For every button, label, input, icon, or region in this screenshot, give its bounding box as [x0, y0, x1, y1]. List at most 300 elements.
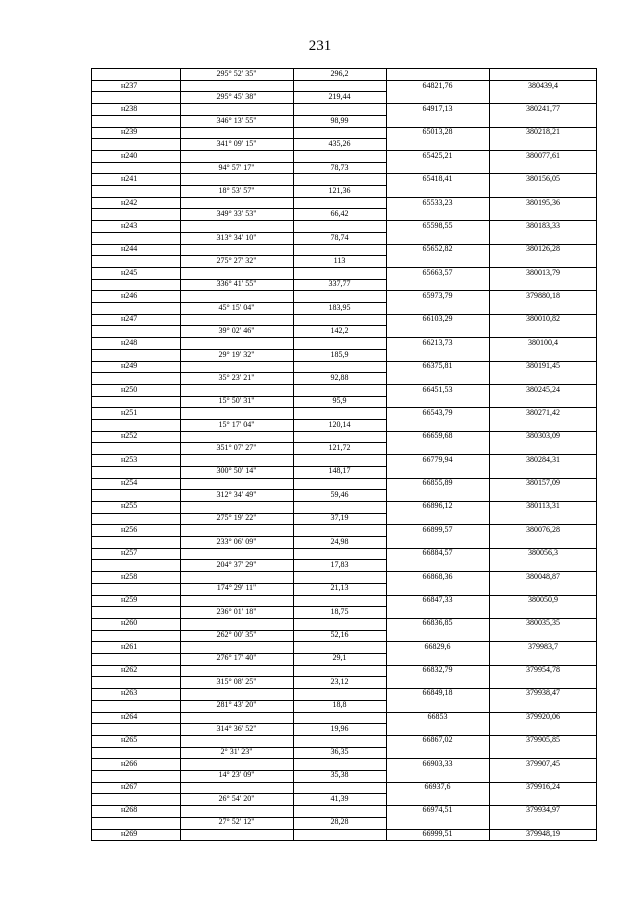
- row-divider: [91, 653, 386, 654]
- length-cell: [293, 594, 386, 606]
- y-coordinate-cell: 380076,28: [526, 524, 560, 534]
- point-cell: н264: [121, 711, 138, 721]
- x-coordinate-cell: [386, 723, 489, 735]
- angle-cell: 39° 02' 46": [218, 326, 255, 336]
- y-coordinate-cell: [489, 68, 597, 80]
- angle-cell: 351° 07' 27": [216, 443, 257, 452]
- table-row: [91, 500, 597, 512]
- table-row: [91, 465, 597, 477]
- table-row: [91, 150, 597, 162]
- point-cell: [91, 723, 180, 735]
- row-divider: [91, 80, 597, 81]
- row-divider: [91, 466, 386, 467]
- length-cell: [293, 547, 386, 559]
- length-cell: 98,99: [330, 115, 349, 125]
- point-cell: [91, 676, 180, 688]
- y-coordinate-cell: [489, 232, 597, 244]
- table-row: [91, 571, 597, 583]
- x-coordinate-cell: [386, 232, 489, 244]
- table-row: [91, 325, 597, 337]
- length-cell: 435,26: [328, 139, 351, 149]
- angle-cell: [180, 524, 293, 536]
- point-cell: н243: [121, 220, 138, 230]
- table-row: [91, 582, 597, 594]
- row-divider: [91, 162, 386, 163]
- length-cell: [293, 384, 386, 396]
- x-coordinate-cell: 65663,57: [422, 267, 453, 277]
- angle-cell: 2° 31' 23": [220, 746, 253, 756]
- angle-cell: [180, 430, 293, 442]
- table-row: [91, 302, 597, 314]
- x-coordinate-cell: [386, 302, 489, 314]
- row-divider: [91, 279, 386, 280]
- x-coordinate-cell: 66855,89: [422, 478, 453, 488]
- y-coordinate-cell: 379938,47: [526, 688, 560, 698]
- y-coordinate-cell: 380113,31: [526, 501, 560, 511]
- x-coordinate-cell: 65973,79: [422, 291, 453, 301]
- length-cell: [293, 641, 386, 653]
- point-cell: [91, 746, 180, 758]
- length-cell: 95,9: [332, 396, 347, 406]
- table-row: [91, 138, 597, 150]
- y-coordinate-cell: 379905,85: [526, 735, 560, 745]
- x-coordinate-cell: 66832,79: [422, 665, 453, 675]
- length-cell: 78,74: [330, 232, 349, 242]
- table-row: [91, 699, 597, 711]
- row-divider: [91, 127, 597, 128]
- length-cell: [293, 781, 386, 793]
- table-row: [91, 641, 597, 653]
- table-row: [91, 454, 597, 466]
- point-cell: [91, 278, 180, 290]
- point-cell: н254: [121, 478, 138, 488]
- row-divider: [91, 185, 386, 186]
- y-coordinate-cell: [489, 652, 597, 664]
- table-row: [91, 734, 597, 746]
- table-row: [91, 115, 597, 127]
- x-coordinate-cell: [386, 68, 489, 80]
- table-row: [91, 559, 597, 571]
- row-divider: [91, 442, 386, 443]
- angle-cell: 314° 36' 52": [216, 723, 257, 733]
- row-divider: [91, 302, 386, 303]
- x-coordinate-cell: [386, 629, 489, 641]
- angle-cell: [180, 571, 293, 583]
- row-divider: [91, 337, 597, 338]
- table-row: [91, 781, 597, 793]
- x-coordinate-cell: [386, 582, 489, 594]
- row-divider: [91, 700, 386, 701]
- row-divider: [91, 641, 597, 642]
- point-cell: н238: [121, 104, 138, 114]
- x-coordinate-cell: [386, 442, 489, 454]
- y-coordinate-cell: [489, 302, 597, 314]
- point-cell: [91, 162, 180, 174]
- angle-cell: 174° 29' 11": [216, 583, 257, 593]
- point-cell: н261: [121, 641, 138, 651]
- y-coordinate-cell: 379880,18: [526, 291, 560, 301]
- length-cell: 219,44: [328, 92, 351, 102]
- x-coordinate-cell: 66853: [427, 711, 448, 721]
- row-divider: [91, 173, 597, 174]
- y-coordinate-cell: 379934,97: [526, 805, 560, 815]
- y-coordinate-cell: 379983,7: [528, 641, 558, 651]
- angle-cell: [180, 197, 293, 209]
- y-coordinate-cell: [489, 185, 597, 197]
- y-coordinate-cell: 380439,4: [528, 80, 558, 90]
- table-row: [91, 68, 597, 80]
- length-cell: [293, 571, 386, 583]
- angle-cell: [180, 477, 293, 489]
- length-cell: 21,13: [330, 583, 349, 593]
- length-cell: [293, 220, 386, 232]
- length-cell: 121,36: [328, 185, 351, 195]
- x-coordinate-cell: [386, 465, 489, 477]
- length-cell: 37,19: [330, 513, 349, 523]
- angle-cell: [180, 103, 293, 115]
- row-divider: [91, 431, 597, 432]
- point-cell: [91, 559, 180, 571]
- table-row: [91, 360, 597, 372]
- table-row: [91, 746, 597, 758]
- row-divider: [91, 91, 386, 92]
- row-divider: [91, 513, 386, 514]
- y-coordinate-cell: [489, 629, 597, 641]
- length-cell: [293, 313, 386, 325]
- point-cell: [91, 489, 180, 501]
- table-row: [91, 243, 597, 255]
- length-cell: 59,46: [330, 489, 349, 499]
- y-coordinate-cell: [489, 115, 597, 127]
- angle-cell: [180, 664, 293, 676]
- y-coordinate-cell: [489, 349, 597, 361]
- angle-cell: [180, 173, 293, 185]
- angle-cell: [180, 641, 293, 653]
- length-cell: [293, 711, 386, 723]
- length-cell: [293, 173, 386, 185]
- x-coordinate-cell: [386, 372, 489, 384]
- table-row: [91, 676, 597, 688]
- angle-cell: [180, 80, 293, 92]
- y-coordinate-cell: [489, 699, 597, 711]
- point-cell: [91, 372, 180, 384]
- x-coordinate-cell: [386, 115, 489, 127]
- point-cell: [91, 606, 180, 618]
- row-divider: [91, 197, 597, 198]
- angle-cell: [180, 687, 293, 699]
- angle-cell: [180, 267, 293, 279]
- x-coordinate-cell: [386, 419, 489, 431]
- x-coordinate-cell: 65533,23: [422, 197, 453, 207]
- point-cell: [91, 419, 180, 431]
- row-divider: [91, 478, 597, 479]
- row-divider: [91, 419, 386, 420]
- y-coordinate-cell: 380013,79: [526, 267, 560, 277]
- x-coordinate-cell: 65652,82: [422, 244, 453, 254]
- angle-cell: 45° 15' 04": [218, 302, 255, 312]
- length-cell: [293, 477, 386, 489]
- row-divider: [91, 840, 597, 841]
- point-cell: н250: [121, 384, 138, 394]
- point-cell: н259: [121, 594, 138, 604]
- angle-cell: 35° 23' 21": [218, 372, 255, 382]
- table-row: [91, 723, 597, 735]
- row-divider: [91, 220, 597, 221]
- point-cell: н240: [121, 150, 138, 160]
- row-divider: [91, 150, 597, 151]
- table-row: [91, 278, 597, 290]
- table-row: [91, 442, 597, 454]
- row-divider: [91, 665, 597, 666]
- row-divider: [91, 524, 597, 525]
- table-row: [91, 606, 597, 618]
- row-divider: [91, 536, 386, 537]
- point-cell: н260: [121, 618, 138, 628]
- point-cell: н257: [121, 548, 138, 558]
- point-cell: н249: [121, 361, 138, 371]
- length-cell: 18,75: [330, 606, 349, 616]
- y-coordinate-cell: [489, 676, 597, 688]
- table-row: [91, 162, 597, 174]
- x-coordinate-cell: [386, 699, 489, 711]
- x-coordinate-cell: [386, 325, 489, 337]
- x-coordinate-cell: [386, 676, 489, 688]
- angle-cell: 275° 27' 32": [216, 256, 257, 265]
- row-divider: [91, 548, 597, 549]
- y-coordinate-cell: 380191,45: [526, 361, 560, 371]
- row-divider: [91, 583, 386, 584]
- x-coordinate-cell: [386, 208, 489, 220]
- length-cell: [293, 243, 386, 255]
- angle-cell: 26° 54' 20": [218, 793, 255, 803]
- point-cell: н251: [121, 407, 138, 417]
- table-row: [91, 185, 597, 197]
- x-coordinate-cell: [386, 816, 489, 828]
- y-coordinate-cell: [489, 419, 597, 431]
- point-cell: [91, 512, 180, 524]
- point-cell: н256: [121, 524, 138, 534]
- length-cell: 17,83: [330, 559, 349, 569]
- angle-cell: 336° 41' 55": [216, 279, 257, 289]
- y-coordinate-cell: 380183,33: [526, 220, 560, 230]
- x-coordinate-cell: [386, 349, 489, 361]
- length-cell: [293, 734, 386, 746]
- y-coordinate-cell: 379916,24: [526, 781, 560, 791]
- row-divider: [91, 559, 386, 560]
- x-coordinate-cell: 66896,12: [422, 501, 453, 511]
- point-cell: [91, 115, 180, 127]
- length-cell: [293, 500, 386, 512]
- row-divider: [91, 817, 386, 818]
- point-cell: [91, 652, 180, 664]
- point-cell: [91, 349, 180, 361]
- point-cell: [91, 91, 180, 103]
- table-row: [91, 232, 597, 244]
- angle-cell: 204° 37' 29": [216, 559, 257, 569]
- row-divider: [91, 407, 597, 408]
- point-cell: н241: [121, 174, 138, 184]
- row-divider: [91, 208, 386, 209]
- row-divider: [91, 361, 597, 362]
- table-row: [91, 126, 597, 138]
- y-coordinate-cell: 380126,28: [526, 244, 560, 254]
- y-coordinate-cell: [489, 489, 597, 501]
- point-cell: н242: [121, 197, 138, 207]
- angle-cell: [180, 711, 293, 723]
- length-cell: 337,77: [328, 279, 351, 289]
- point-cell: [91, 185, 180, 197]
- table-row: [91, 419, 597, 431]
- row-divider: [91, 595, 597, 596]
- angle-cell: 15° 17' 04": [218, 419, 255, 429]
- x-coordinate-cell: [386, 395, 489, 407]
- angle-cell: 295° 52' 35": [216, 69, 257, 78]
- length-cell: [293, 290, 386, 302]
- row-divider: [91, 255, 386, 256]
- y-coordinate-cell: [489, 769, 597, 781]
- table-row: [91, 407, 597, 419]
- angle-cell: 236° 01' 18": [216, 606, 257, 616]
- angle-cell: 276° 17' 40": [216, 653, 257, 663]
- x-coordinate-cell: [386, 255, 489, 267]
- y-coordinate-cell: 380100,4: [528, 337, 558, 347]
- table-row: [91, 652, 597, 664]
- angle-cell: 27° 52' 12": [218, 817, 255, 826]
- x-coordinate-cell: 66884,57: [422, 548, 453, 558]
- point-cell: [91, 232, 180, 244]
- y-coordinate-cell: [489, 395, 597, 407]
- row-divider: [91, 68, 597, 69]
- x-coordinate-cell: 66899,57: [422, 524, 453, 534]
- y-coordinate-cell: [489, 325, 597, 337]
- y-coordinate-cell: 380077,61: [526, 150, 560, 160]
- x-coordinate-cell: 66213,73: [422, 337, 453, 347]
- x-coordinate-cell: 66849,18: [422, 688, 453, 698]
- length-cell: 92,88: [330, 372, 349, 382]
- angle-cell: [180, 313, 293, 325]
- y-coordinate-cell: 379920,06: [526, 711, 560, 721]
- row-divider: [91, 735, 597, 736]
- angle-cell: [180, 407, 293, 419]
- y-coordinate-cell: [489, 512, 597, 524]
- angle-cell: [180, 454, 293, 466]
- angle-cell: 14° 23' 09": [218, 770, 255, 780]
- x-coordinate-cell: 66543,79: [422, 407, 453, 417]
- y-coordinate-cell: [489, 278, 597, 290]
- point-cell: [91, 699, 180, 711]
- point-cell: н239: [121, 127, 138, 137]
- x-coordinate-cell: 66868,36: [422, 571, 453, 581]
- length-cell: 41,39: [330, 793, 349, 803]
- point-cell: н247: [121, 314, 138, 324]
- row-divider: [91, 758, 597, 759]
- row-divider: [91, 267, 597, 268]
- table-row: [91, 594, 597, 606]
- length-cell: 296,2: [330, 69, 349, 78]
- angle-cell: 346° 13' 55": [216, 115, 257, 125]
- point-cell: н252: [121, 431, 138, 441]
- x-coordinate-cell: 65013,28: [422, 127, 453, 137]
- y-coordinate-cell: [489, 372, 597, 384]
- row-divider: [91, 688, 597, 689]
- table-row: [91, 512, 597, 524]
- y-coordinate-cell: [489, 559, 597, 571]
- angle-cell: 18° 53' 57": [218, 185, 255, 195]
- length-cell: 24,98: [330, 536, 349, 546]
- row-divider: [91, 606, 386, 607]
- row-divider: [91, 747, 386, 748]
- table-row: [91, 536, 597, 548]
- length-cell: 52,16: [330, 630, 349, 639]
- x-coordinate-cell: 66999,51: [422, 828, 453, 838]
- table-row: [91, 711, 597, 723]
- x-coordinate-cell: 66103,29: [422, 314, 453, 324]
- y-coordinate-cell: 380048,87: [526, 571, 560, 581]
- table-row: [91, 349, 597, 361]
- row-divider: [91, 314, 597, 315]
- y-coordinate-cell: [489, 138, 597, 150]
- length-cell: 113: [333, 256, 346, 265]
- point-cell: [91, 208, 180, 220]
- x-coordinate-cell: 66903,33: [422, 758, 453, 768]
- row-divider: [91, 372, 386, 373]
- point-cell: [91, 536, 180, 548]
- length-cell: [293, 454, 386, 466]
- length-cell: [293, 267, 386, 279]
- point-cell: н237: [121, 80, 138, 90]
- row-divider: [91, 290, 597, 291]
- angle-cell: [180, 781, 293, 793]
- point-cell: н269: [121, 828, 138, 838]
- row-divider: [91, 454, 597, 455]
- row-divider: [91, 325, 386, 326]
- x-coordinate-cell: 65425,21: [422, 150, 453, 160]
- y-coordinate-cell: [489, 442, 597, 454]
- x-coordinate-cell: 66847,33: [422, 594, 453, 604]
- x-coordinate-cell: [386, 536, 489, 548]
- row-divider: [91, 676, 386, 677]
- point-cell: [91, 138, 180, 150]
- row-divider: [91, 115, 386, 116]
- y-coordinate-cell: [489, 793, 597, 805]
- row-divider: [91, 793, 386, 794]
- point-cell: [91, 255, 180, 267]
- y-coordinate-cell: 380195,36: [526, 197, 560, 207]
- row-divider: [91, 103, 597, 104]
- point-cell: н266: [121, 758, 138, 768]
- point-cell: н255: [121, 501, 138, 511]
- y-coordinate-cell: 380035,35: [526, 618, 560, 628]
- table-row: [91, 687, 597, 699]
- length-cell: 19,96: [330, 723, 349, 733]
- x-coordinate-cell: 66829,6: [424, 641, 451, 651]
- angle-cell: 315° 08' 25": [216, 676, 257, 686]
- length-cell: [293, 430, 386, 442]
- length-cell: 120,14: [328, 419, 351, 429]
- table-row: [91, 395, 597, 407]
- y-coordinate-cell: 379954,78: [526, 665, 560, 675]
- table-row: [91, 313, 597, 325]
- point-cell: [91, 582, 180, 594]
- table-row: [91, 758, 597, 770]
- x-coordinate-cell: 66375,81: [422, 361, 453, 371]
- x-coordinate-cell: [386, 793, 489, 805]
- length-cell: 183,95: [328, 302, 351, 312]
- point-cell: н267: [121, 781, 138, 791]
- angle-cell: 94° 57' 17": [218, 162, 255, 172]
- x-coordinate-cell: [386, 138, 489, 150]
- point-cell: [91, 302, 180, 314]
